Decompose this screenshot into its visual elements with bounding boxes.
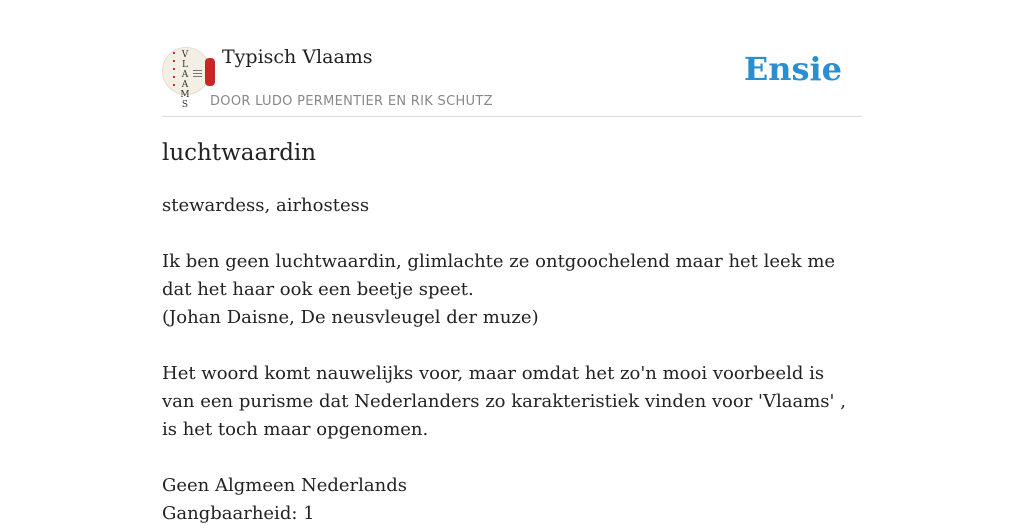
avatar-lines-decoration — [193, 70, 202, 78]
avatar-letters: V L A A M S — [180, 50, 190, 110]
avatar-dots-decoration — [173, 52, 175, 90]
entry-title: luchtwaardin — [162, 140, 317, 166]
byline: DOOR LUDO PERMENTIER EN RIK SCHUTZ — [210, 94, 493, 109]
paragraph-spacer — [162, 444, 862, 472]
entry-tag-frequency: Gangbaarheid: 1 — [162, 503, 315, 524]
avatar-red-accent — [205, 58, 215, 86]
entry-quote: Ik ben geen luchtwaardin, glimlachte ze ontgoochelend maar het leek me dat het haar ook een beetje speet. — [162, 251, 836, 300]
entry-body — [162, 192, 862, 528]
entry-tag-standard: Geen Algmeen Nederlands — [162, 475, 407, 496]
paragraph-spacer — [162, 220, 862, 248]
site-title[interactable]: Typisch Vlaams — [222, 46, 373, 68]
avatar[interactable] — [162, 47, 210, 110]
entry-quote-source: (Johan Daisne, De neusvleugel der muze) — [162, 307, 539, 328]
entry-definition: stewardess, airhostess — [162, 195, 370, 216]
ensie-logo-link[interactable]: Ensie — [743, 50, 842, 88]
entry-explanation: Het woord komt nauwelijks voor, maar omdat het zo'n mooi voorbeeld is van een purisme dat Nederlanders zo karakteristiek vinden voor 'Vlaams' , is het toch maar opgenomen. — [162, 363, 846, 440]
paragraph-spacer — [162, 332, 862, 360]
site-header — [162, 0, 862, 117]
page-container — [162, 0, 862, 524]
